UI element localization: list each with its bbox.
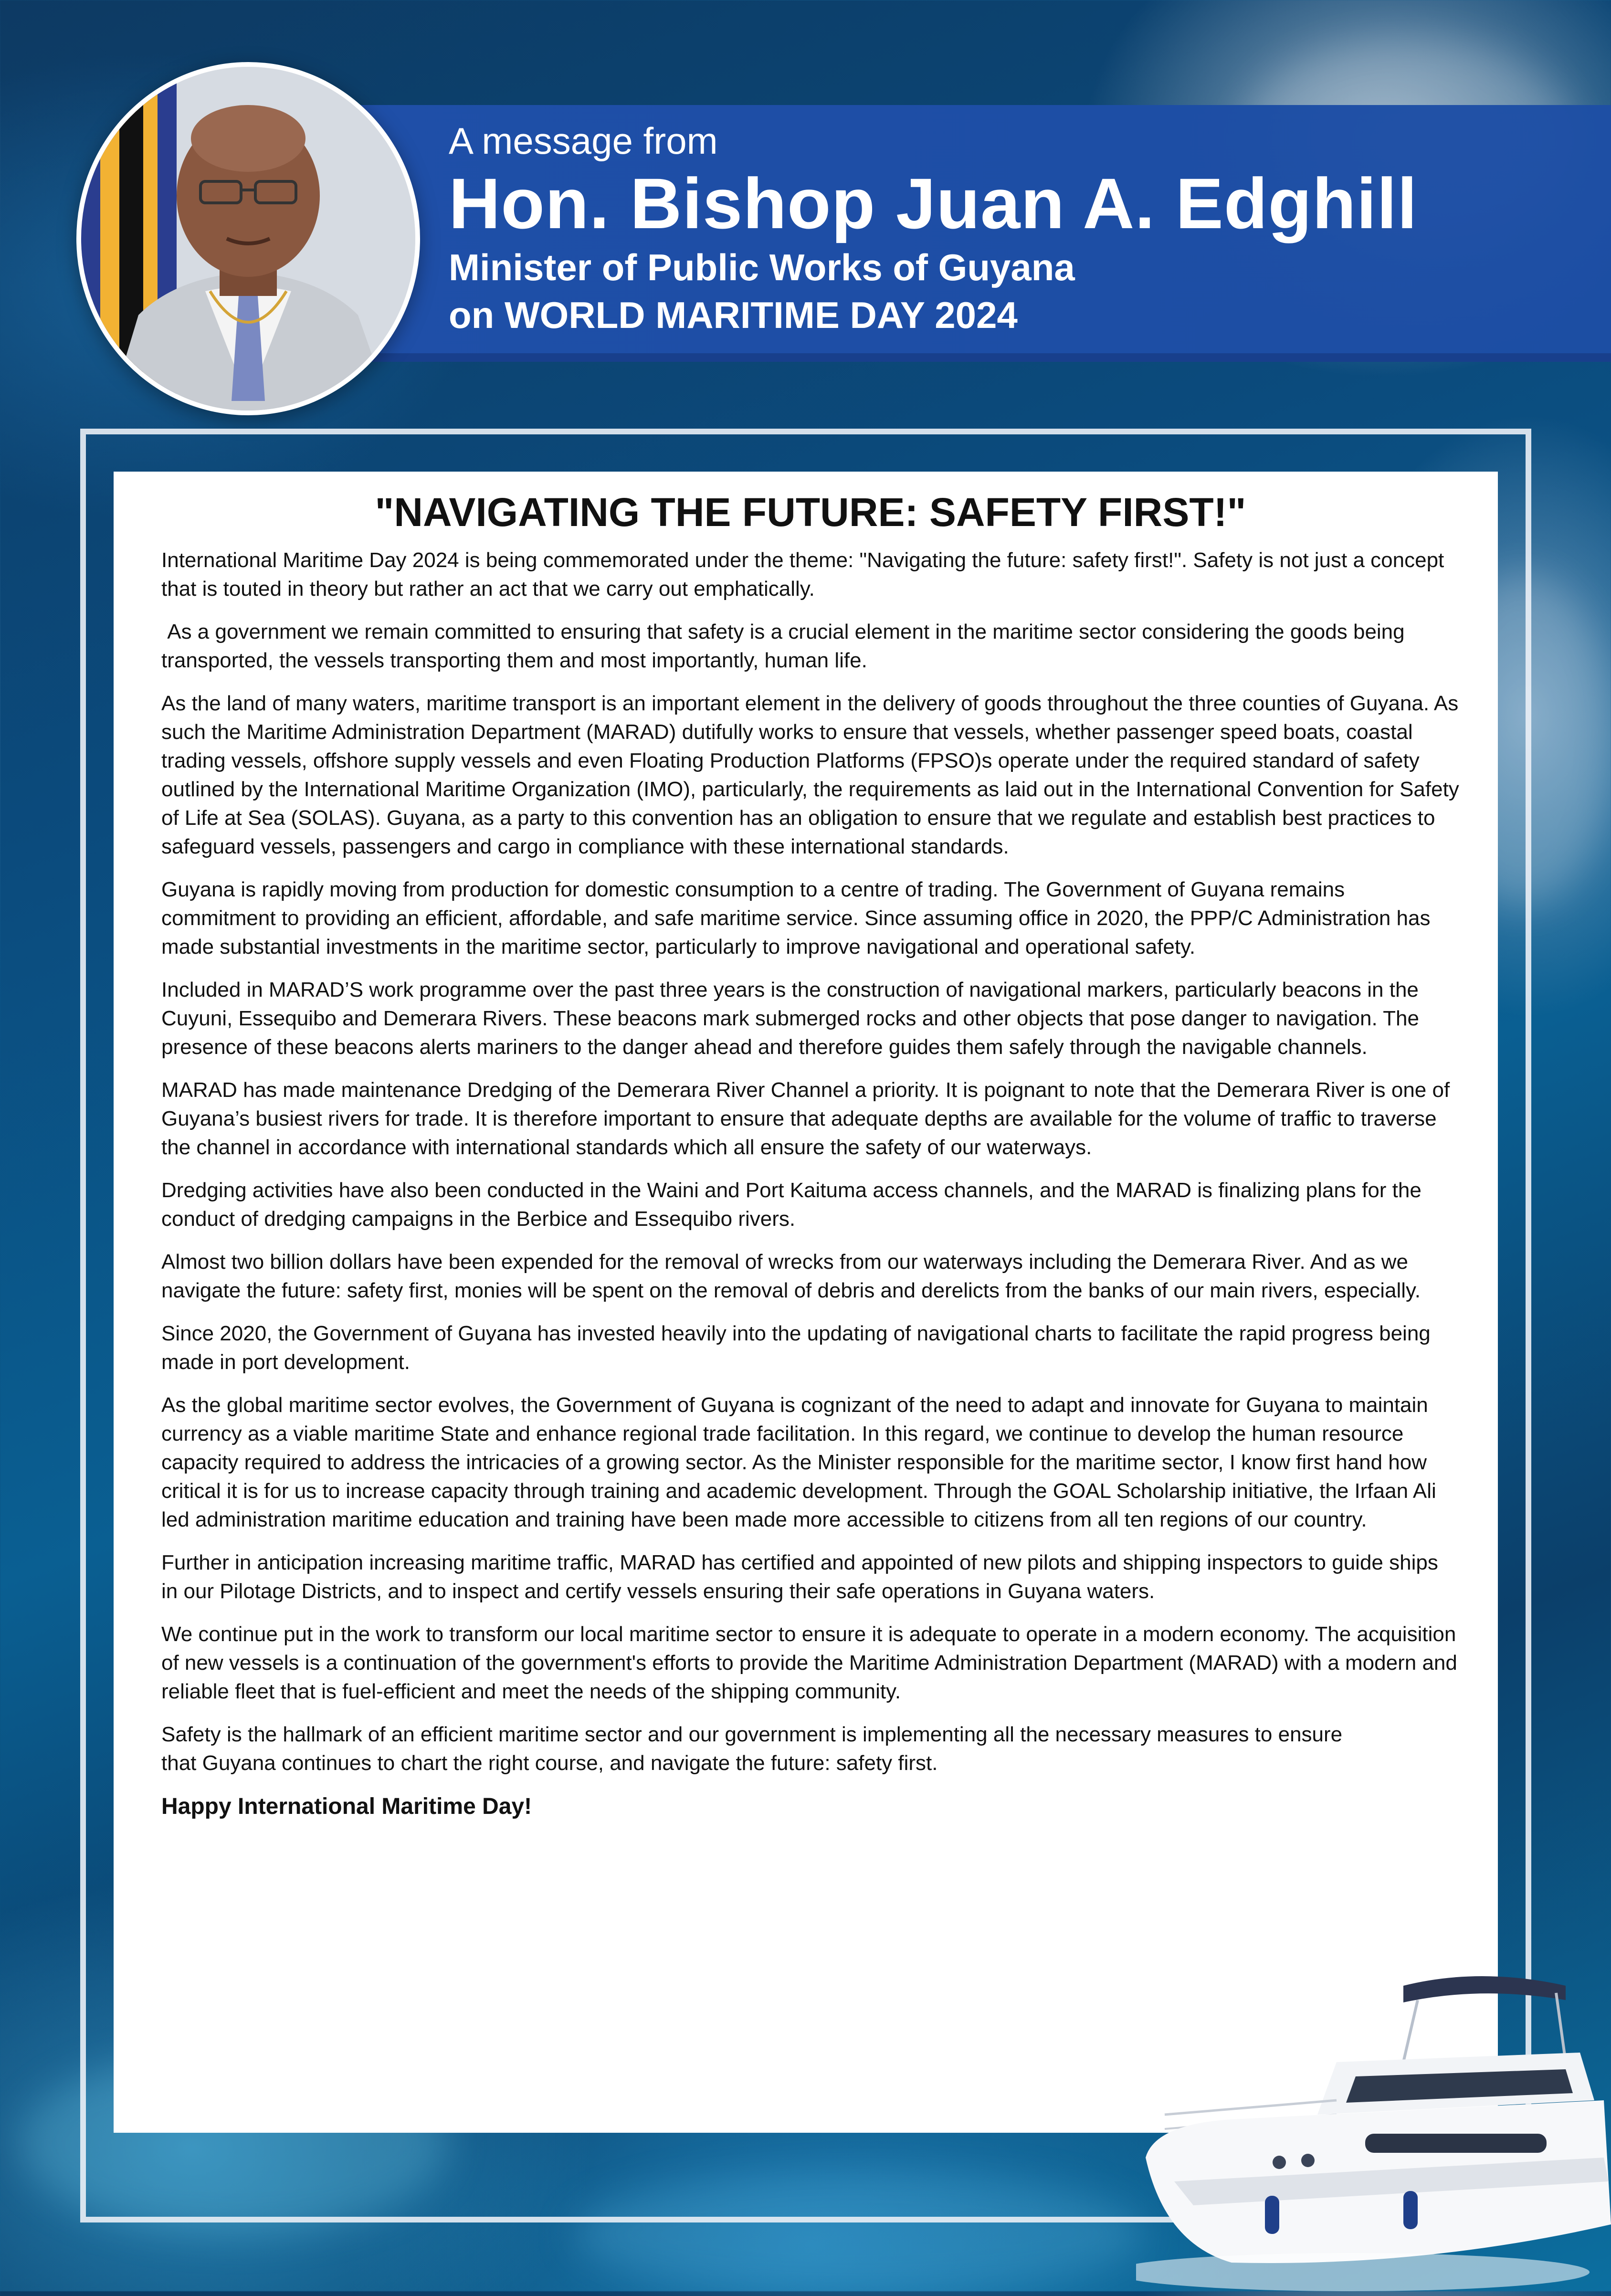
minister-portrait xyxy=(76,62,420,415)
closing-greeting: Happy International Maritime Day! xyxy=(161,1794,532,1819)
message-paragraph: Further in anticipation increasing maritime traffic, MARAD has certified and appointed of new pilots and shipping inspectors to guide ships in our Pilotage Districts, and to inspect and certify vessels ensuring their safe operations in Guyana waters. xyxy=(161,1551,1438,1603)
message-title: "NAVIGATING THE FUTURE: SAFETY FIRST!" xyxy=(375,490,1246,535)
message-paragraph: We continue put in the work to transform our local maritime sector to ensure it is adequate to operate in a modern economy. The acquisition of new vessels is a continuation of the government's efforts to provide the Maritime Administration Department (MARAD) with a modern and reliable fleet that is fuel-efficient and meet the needs of the shipping community. xyxy=(161,1622,1457,1703)
message-paragraph: As a government we remain committed to ensuring that safety is a crucial element in the maritime sector considering the goods being transported, the vessels transporting them and most importantly, human life. xyxy=(161,620,1411,672)
minister-role: Minister of Public Works of Guyana xyxy=(449,246,1075,288)
message-content xyxy=(161,489,1460,1822)
yacht-icon xyxy=(1136,1957,1611,2291)
header-intro: A message from xyxy=(449,120,718,162)
message-paragraph: International Maritime Day 2024 is being commemorated under the theme: "Navigating the future: safety first!". Safety is not just a concept that is touted in theory but rather an act that we carry out emphatically. xyxy=(161,548,1444,600)
message-paragraph: Safety is the hallmark of an efficient maritime sector and our government is implementing all the necessary measures to ensure that Guyana continues to chart the right course, and navigate the future: safety first. xyxy=(161,1723,1343,1775)
header-divider xyxy=(305,353,1611,362)
message-paragraph: As the global maritime sector evolves, the Government of Guyana is cognizant of the need to adapt and innovate for Guyana to maintain currency as a viable maritime State and enhance regional trade facilitation. In this regard, we continue to develop the human resource capacity required to address the intricacies of a growing sector. As the Minister responsible for the maritime sector, I know first hand how critical it is for us to increase capacity through training and academic development. Through the GOAL Scholarship initiative, the Irfaan Ali led administration maritime education and training have been made more accessible to citizens from all ten regions of our country. xyxy=(161,1393,1436,1531)
message-paragraph: Almost two billion dollars have been expended for the removal of wrecks from our waterways including the Demerara River. And as we navigate the future: safety first, monies will be spent on the removal of debris and derelicts from the banks of our main rivers, especially. xyxy=(161,1250,1421,1302)
minister-name: Hon. Bishop Juan A. Edghill xyxy=(449,163,1418,243)
occasion-line: on WORLD MARITIME DAY 2024 xyxy=(449,294,1018,336)
message-paragraph: Included in MARAD’S work programme over the past three years is the construction of navigational markers, particularly beacons in the Cuyuni, Essequibo and Demerara Rivers. These beacons mark submerged rocks and other objects that pose danger to navigation. The presence of these beacons alerts mariners to the danger ahead and therefore guides them safely through the navigable channels. xyxy=(161,978,1419,1059)
message-paragraph: Since 2020, the Government of Guyana has invested heavily into the updating of navigational charts to facilitate the rapid progress being made in port development. xyxy=(161,1322,1431,1374)
message-paragraph: Guyana is rapidly moving from production for domestic consumption to a centre of trading. The Government of Guyana remains commitment to providing an efficient, affordable, and safe maritime service. Since assuming office in 2020, the PPP/C Administration has made substantial investments in the maritime sector, particularly to improve navigational and operational safety. xyxy=(161,878,1431,958)
message-paragraph: MARAD has made maintenance Dredging of the Demerara River Channel a priority. It is poignant to note that the Demerara River is one of Guyana’s busiest rivers for trade. It is therefore important to ensure that adequate depths are available for the volume of traffic to traverse the channel in accordance with international standards which all ensure the safety of our waterways. xyxy=(161,1078,1450,1159)
portrait-illustration xyxy=(81,67,415,411)
yacht-illustration xyxy=(1136,1957,1611,2291)
message-paragraph: Dredging activities have also been conducted in the Waini and Port Kaituma access channels, and the MARAD is finalizing plans for the conduct of dredging campaigns in the Berbice and Essequibo rivers. xyxy=(161,1179,1421,1231)
message-paragraph: As the land of many waters, maritime transport is an important element in the delivery of goods throughout the three counties of Guyana. As such the Maritime Administration Department (MARAD) dutifully works to ensure that vessels, whether passenger speed boats, coastal trading vessels, offshore supply vessels and even Floating Production Platforms (FPSO)s operate under the required standard of safety outlined by the International Maritime Organization (IMO), particularly, the requirements as laid out in the International Convention for Safety of Life at Sea (SOLAS). Guyana, as a party to this convention has an obligation to ensure that we regulate and establish best practices to safeguard vessels, passengers and cargo in compliance with these international standards. xyxy=(161,692,1459,858)
